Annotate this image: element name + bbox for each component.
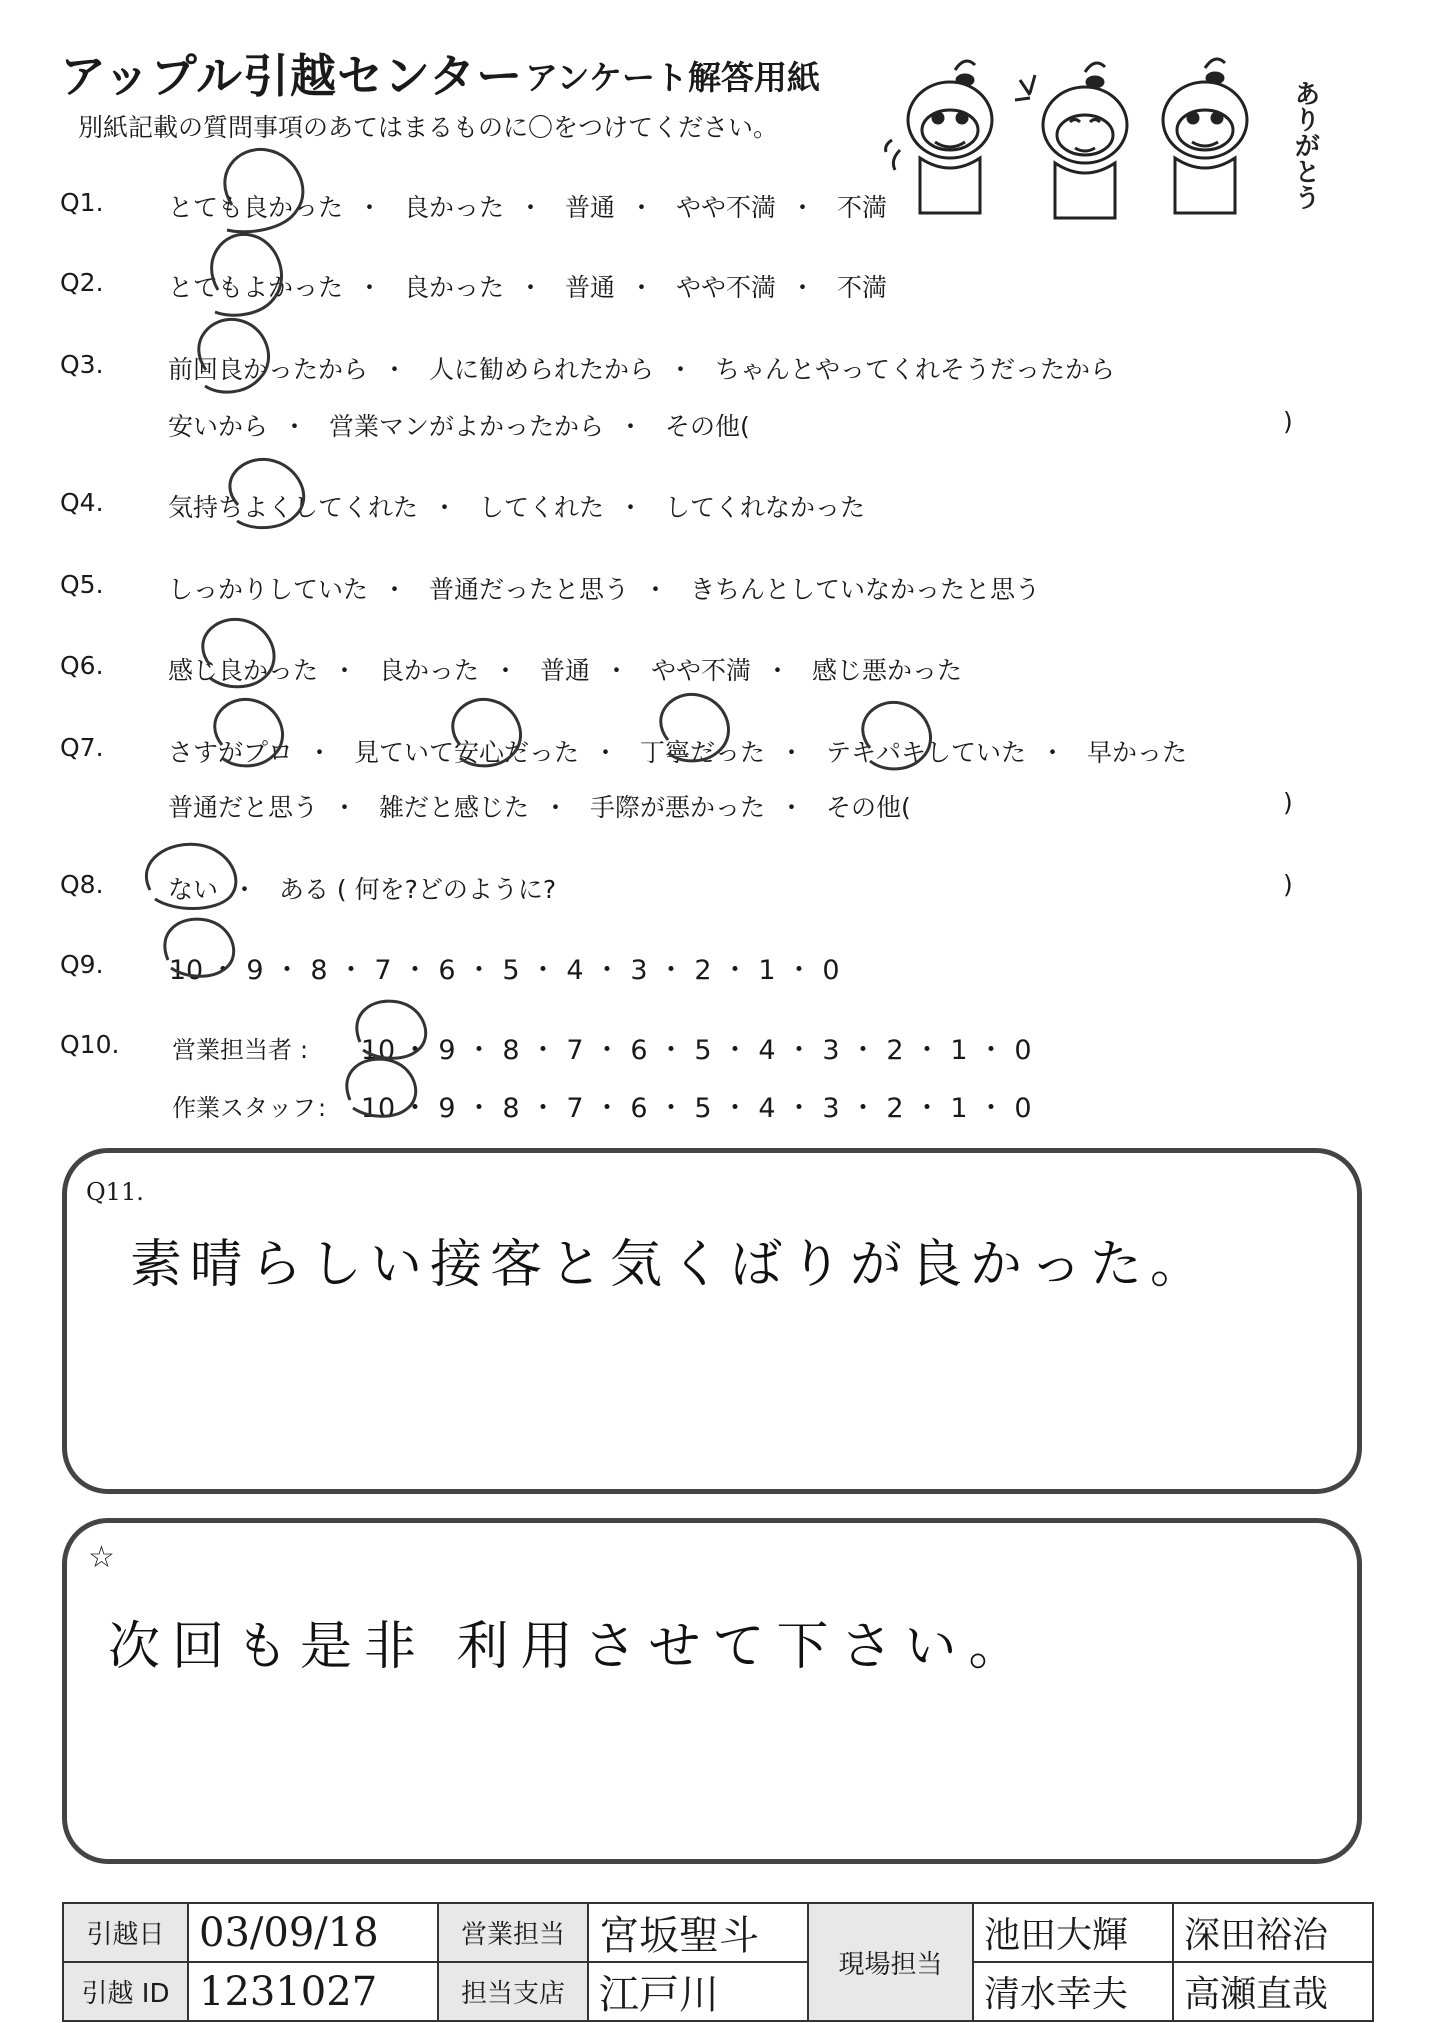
q1-option[interactable]: 普通 — [564, 193, 615, 222]
q10-staff-score[interactable]: 5 — [694, 1093, 712, 1124]
q9-score[interactable]: 8 — [310, 955, 328, 986]
q3-option[interactable]: 安いから — [168, 412, 269, 441]
q1-option[interactable]: やや不満 — [675, 193, 776, 222]
q4-option[interactable]: してくれた — [478, 493, 604, 522]
q10-sales-scale: 10 ・ 9 ・ 8 ・ 7 ・ 6 ・ 5 ・ 4 ・ 3 ・ 2 ・ 1 ・ 0 — [360, 1028, 1036, 1067]
q3-paren-close: ) — [1283, 407, 1293, 436]
branch-name: 江戸川 — [588, 1962, 808, 2021]
q9-score[interactable]: 4 — [566, 955, 584, 986]
q10-staff-score[interactable]: 9 — [438, 1093, 456, 1124]
q9-score[interactable]: 1 — [758, 955, 776, 986]
q3-option-other[interactable]: その他( — [664, 412, 750, 441]
footer-info-table — [62, 1902, 1374, 2022]
q2-option[interactable]: 普通 — [564, 273, 615, 302]
q3-option[interactable]: ちゃんとやってくれそうだったから — [714, 355, 1115, 384]
q3-options: 前回良かったから ・ 人に勧められたから ・ ちゃんとやってくれそうだったから — [168, 355, 1115, 384]
q7-option[interactable]: さすがプロ — [168, 738, 294, 767]
star-icon: ☆ — [88, 1540, 115, 1575]
site-staff-3: 清水幸夫 — [973, 1962, 1173, 2021]
q7-option-other[interactable]: その他( — [825, 793, 911, 822]
q5-option[interactable]: しっかりしていた — [168, 575, 369, 604]
q10-staff-score[interactable]: 1 — [950, 1093, 968, 1124]
q10-sales-score[interactable]: 4 — [758, 1035, 776, 1066]
q6-option[interactable]: 普通 — [539, 656, 590, 685]
q3-option[interactable]: 営業マンがよかったから — [328, 412, 604, 441]
q6-number: Q6. — [60, 651, 104, 680]
sales-name: 宮坂聖斗 — [588, 1903, 808, 1962]
q10-staff-score[interactable]: 0 — [1014, 1093, 1032, 1124]
q10-number: Q10. — [60, 1030, 120, 1059]
q6-option[interactable]: やや不満 — [650, 656, 751, 685]
move-id-value: 1231027 — [188, 1962, 438, 2021]
q3-options-line2: 安いから ・ 営業マンがよかったから ・ その他( — [168, 412, 750, 441]
q10-sales-score[interactable]: 0 — [1014, 1035, 1032, 1066]
q7-option[interactable]: 見ていて安心だった — [353, 738, 579, 767]
q10-staff-score[interactable]: 3 — [822, 1093, 840, 1124]
q9-score[interactable]: 0 — [822, 955, 840, 986]
q2-option[interactable]: 不満 — [836, 273, 887, 302]
q9-score[interactable]: 3 — [630, 955, 648, 986]
q10-sales-score[interactable]: 8 — [502, 1035, 520, 1066]
q9-score[interactable]: 6 — [438, 955, 456, 986]
q5-number: Q5. — [60, 570, 104, 599]
q10-sales-score[interactable]: 5 — [694, 1035, 712, 1066]
q4-options: 気持ちよくしてくれた ・ してくれた ・ してくれなかった — [168, 493, 865, 522]
q1-option[interactable]: 不満 — [836, 193, 887, 222]
q10-staff-score[interactable]: 6 — [630, 1093, 648, 1124]
q2-option[interactable]: とてもよかった — [168, 273, 344, 302]
q2-options: とてもよかった ・ 良かった ・ 普通 ・ やや不満 ・ 不満 — [168, 273, 887, 302]
q4-option[interactable]: してくれなかった — [664, 493, 865, 522]
q9-score[interactable]: 10 — [168, 955, 204, 986]
q1-number: Q1. — [60, 188, 104, 217]
move-id-label: 引越 ID — [63, 1962, 188, 2021]
q10-sales-score[interactable]: 6 — [630, 1035, 648, 1066]
q7-number: Q7. — [60, 733, 104, 762]
q3-option[interactable]: 人に勧められたから — [428, 355, 654, 384]
q7-option[interactable]: 早かった — [1086, 738, 1187, 767]
q9-scale: 10 ・ 9 ・ 8 ・ 7 ・ 6 ・ 5 ・ 4 ・ 3 ・ 2 ・ 1 ・ 0 — [168, 948, 844, 987]
survey-title: アップル引越センター — [60, 49, 524, 103]
q9-score[interactable]: 7 — [374, 955, 392, 986]
q7-options: さすがプロ ・ 見ていて安心だった ・ 丁寧だった ・ テキパキしていた ・ 早かった — [168, 738, 1187, 767]
q10-staff-label: 作業スタッフ: — [172, 1094, 327, 1122]
q9-score[interactable]: 2 — [694, 955, 712, 986]
q7-option[interactable]: 普通だと思う — [168, 793, 319, 822]
q4-option[interactable]: 気持ちよくしてくれた — [168, 493, 419, 522]
instruction-text: 別紙記載の質問事項のあてはまるものに〇をつけてください。 — [78, 113, 779, 142]
q10-staff-score[interactable]: 7 — [566, 1093, 584, 1124]
q10-sales-score[interactable]: 2 — [886, 1035, 904, 1066]
sales-label: 営業担当 — [438, 1903, 588, 1962]
q5-options: しっかりしていた ・ 普通だったと思う ・ きちんとしていなかったと思う — [168, 575, 1040, 604]
monkey-mascots-illustration — [880, 50, 1340, 240]
q11-comment-text: 素晴らしい接客と気くばりが良かった。 — [130, 1235, 1211, 1295]
site-staff-2: 深田裕治 — [1173, 1903, 1373, 1962]
q5-option[interactable]: きちんとしていなかったと思う — [689, 575, 1040, 604]
q11-comment-box[interactable] — [62, 1148, 1362, 1494]
q7-option[interactable]: テキパキしていた — [825, 738, 1026, 767]
q10-sales-score[interactable]: 3 — [822, 1035, 840, 1066]
q3-option[interactable]: 前回良かったから — [168, 355, 369, 384]
q10-staff-score[interactable]: 2 — [886, 1093, 904, 1124]
q10-sales-score[interactable]: 10 — [360, 1035, 396, 1066]
q1-options: とても良かった ・ 良かった ・ 普通 ・ やや不満 ・ 不満 — [168, 193, 887, 222]
q10-staff-scale: 10 ・ 9 ・ 8 ・ 7 ・ 6 ・ 5 ・ 4 ・ 3 ・ 2 ・ 1 ・ 0 — [360, 1086, 1036, 1125]
q10-sales-score[interactable]: 9 — [438, 1035, 456, 1066]
q7-options-line2: 普通だと思う ・ 雑だと感じた ・ 手際が悪かった ・ その他( — [168, 793, 911, 822]
q8-paren-close: ) — [1283, 870, 1293, 899]
q10-sales-score[interactable]: 7 — [566, 1035, 584, 1066]
q9-score[interactable]: 9 — [246, 955, 264, 986]
q6-option[interactable]: 感じ良かった — [168, 656, 319, 685]
q8-number: Q8. — [60, 870, 104, 899]
q7-option[interactable]: 手際が悪かった — [589, 793, 765, 822]
q10-staff-score[interactable]: 4 — [758, 1093, 776, 1124]
mascot-caption: ありがとう — [1290, 80, 1320, 210]
q2-number: Q2. — [60, 268, 104, 297]
survey-subtitle: アンケート解答用紙 — [525, 58, 821, 97]
move-date-label: 引越日 — [63, 1903, 188, 1962]
q10-sales-label: 営業担当者 : — [172, 1036, 309, 1064]
q10-staff-score[interactable]: 10 — [360, 1093, 396, 1124]
q5-option[interactable]: 普通だったと思う — [428, 575, 629, 604]
q11-label: Q11. — [86, 1178, 144, 1206]
q8-option[interactable]: ない — [168, 875, 219, 904]
q8-options: ない ・ ある ( 何を?どのように? — [168, 875, 557, 904]
q6-option[interactable]: 良かった — [378, 656, 479, 685]
move-date-value: 03/09/18 — [188, 1903, 438, 1962]
q4-number: Q4. — [60, 488, 104, 517]
branch-label: 担当支店 — [438, 1962, 588, 2021]
site-staff-4: 高瀬直哉 — [1173, 1962, 1373, 2021]
q9-number: Q9. — [60, 950, 104, 979]
q1-option[interactable]: とても良かった — [168, 193, 344, 222]
extra-comment-box[interactable] — [62, 1518, 1362, 1864]
q2-option[interactable]: やや不満 — [675, 273, 776, 302]
q1-option[interactable]: 良かった — [403, 193, 504, 222]
q10-staff-score[interactable]: 8 — [502, 1093, 520, 1124]
q7-paren-close: ) — [1283, 788, 1293, 817]
extra-comment-text: 次回も是非 利用させて下さい。 — [108, 1617, 1033, 1677]
q10-sales-score[interactable]: 1 — [950, 1035, 968, 1066]
q9-score[interactable]: 5 — [502, 955, 520, 986]
q6-options: 感じ良かった ・ 良かった ・ 普通 ・ やや不満 ・ 感じ悪かった — [168, 656, 962, 685]
q3-number: Q3. — [60, 350, 104, 379]
site-staff-1: 池田大輝 — [973, 1903, 1173, 1962]
q7-option[interactable]: 丁寧だった — [639, 738, 765, 767]
q2-option[interactable]: 良かった — [403, 273, 504, 302]
site-label: 現場担当 — [808, 1903, 973, 2021]
q8-option[interactable]: ある ( 何を?どのように? — [278, 875, 557, 904]
q7-option[interactable]: 雑だと感じた — [378, 793, 529, 822]
q6-option[interactable]: 感じ悪かった — [811, 656, 962, 685]
